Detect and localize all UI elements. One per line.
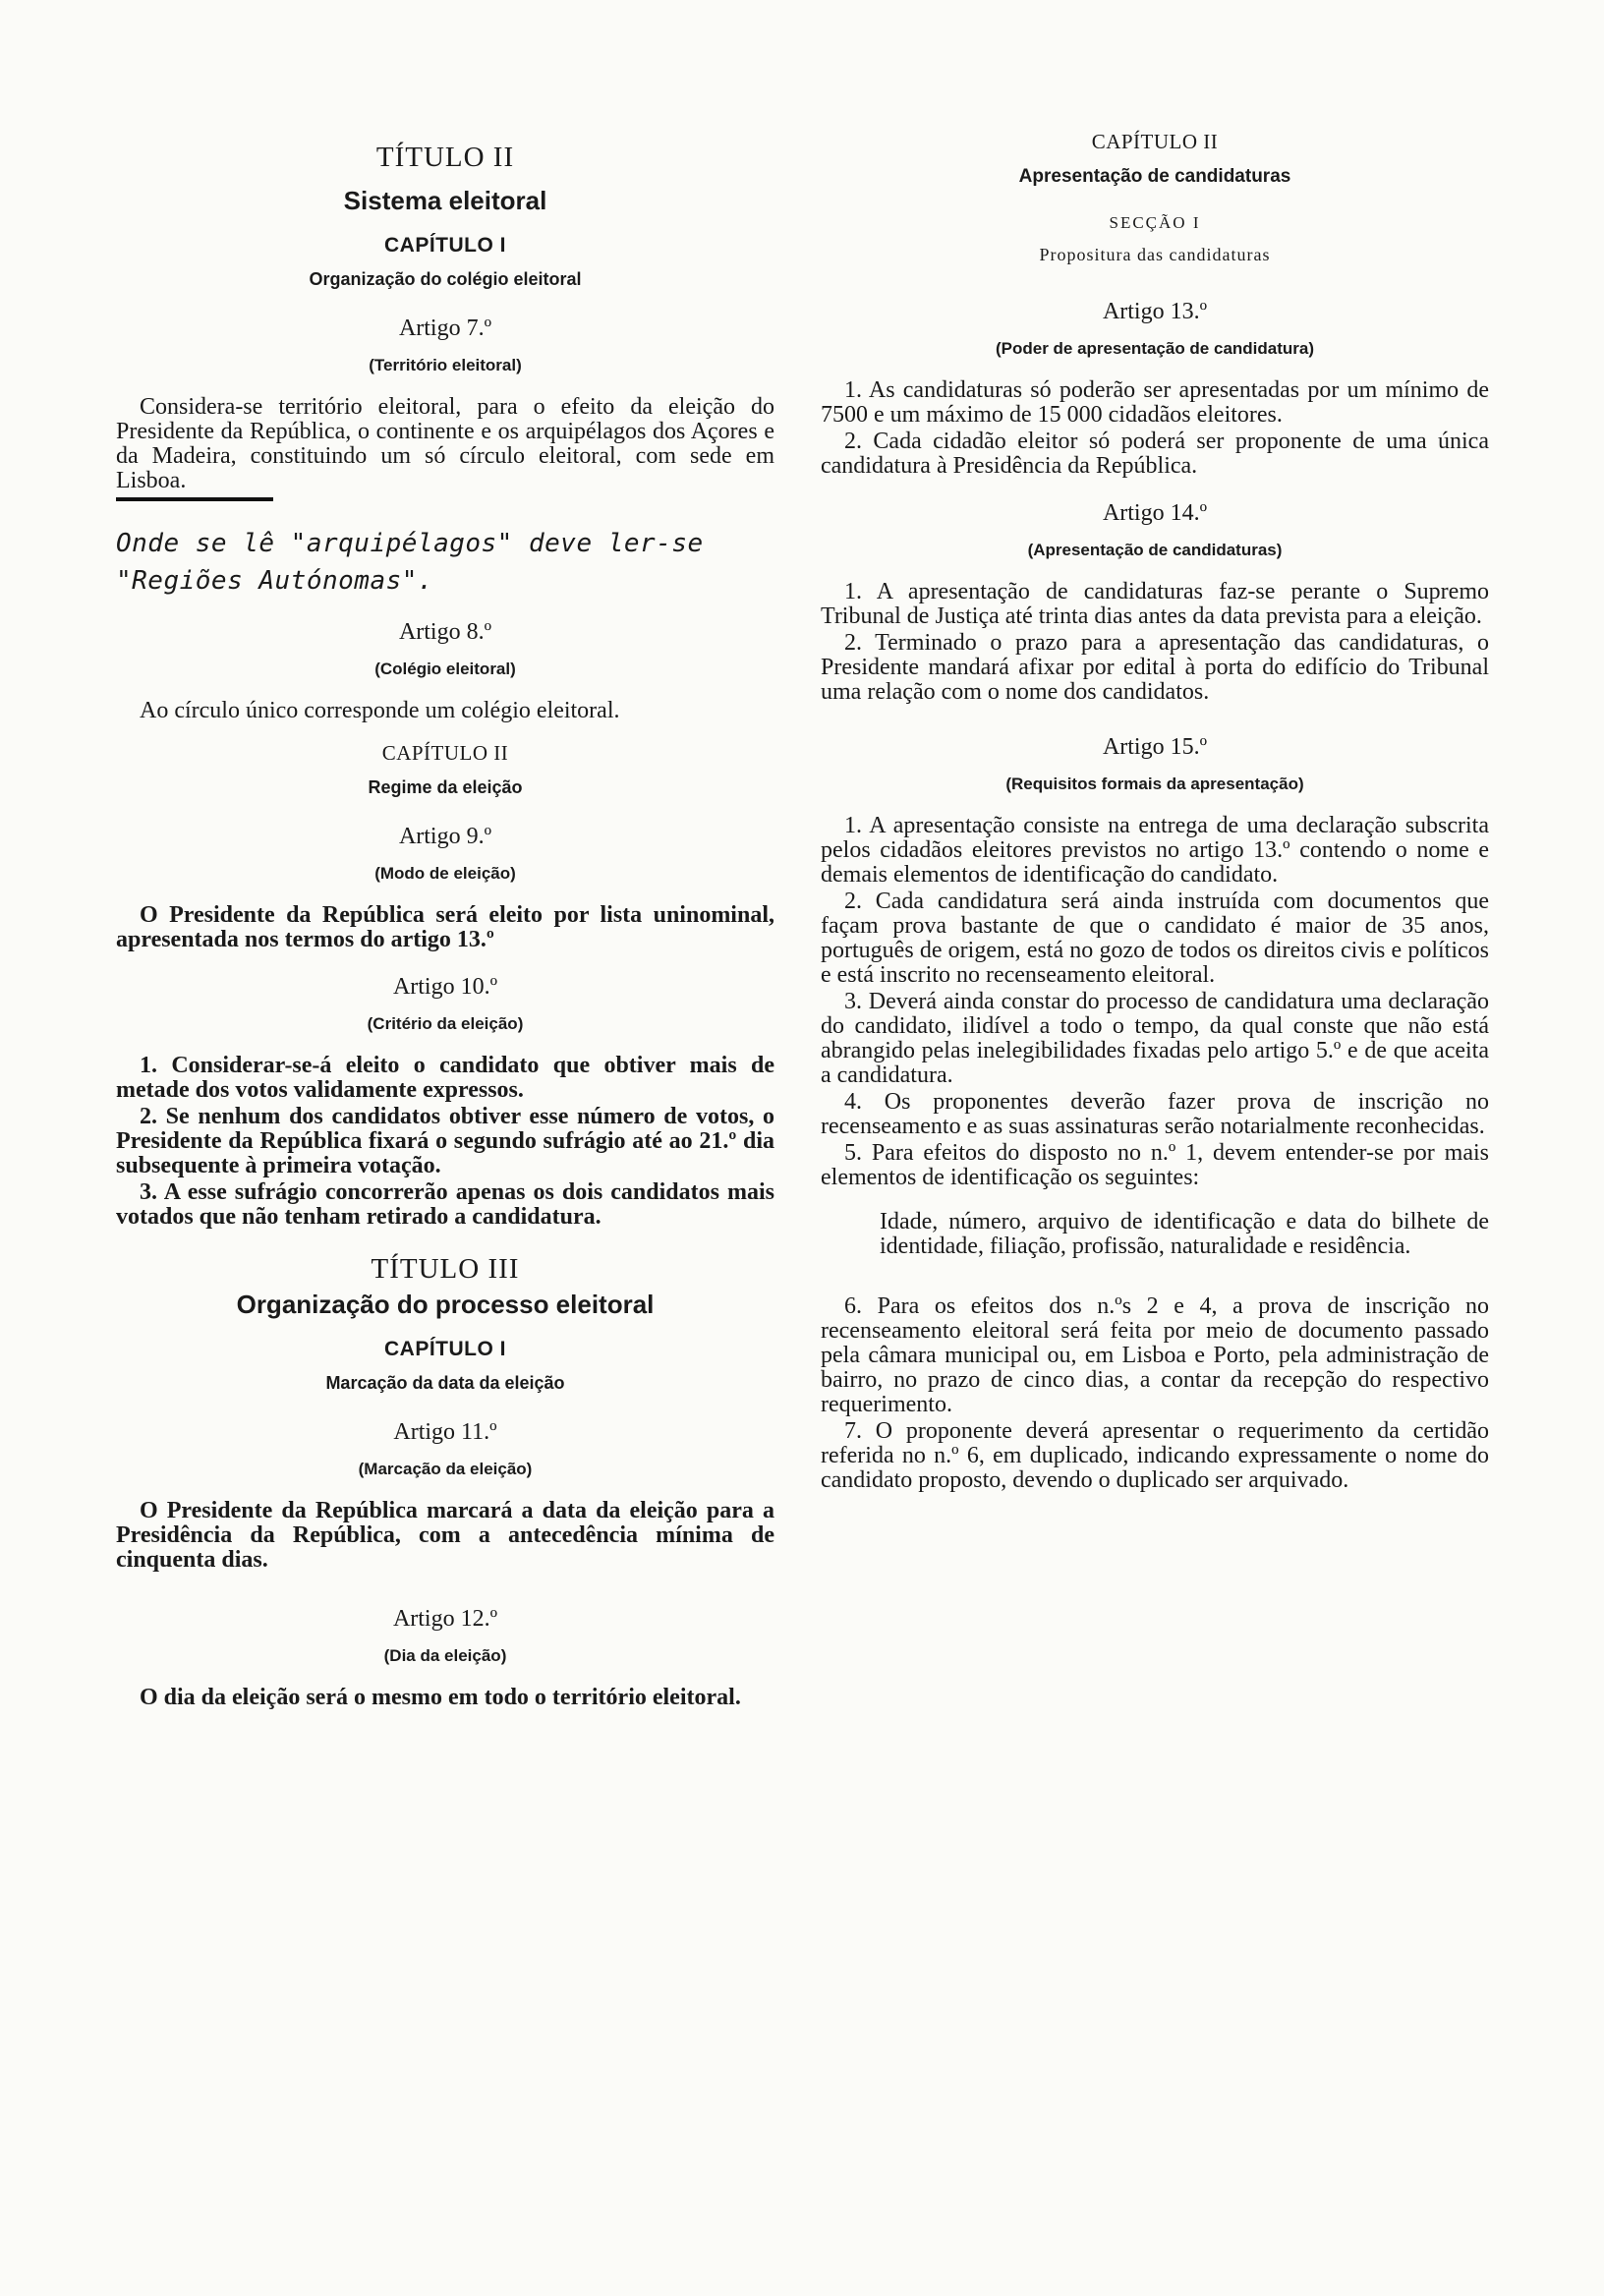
article-14-paragraph-1: 1. A apresentação de candidaturas faz-se perante o Supremo Tribunal de Justiça até trinta dias antes da data prevista para a eleição.: [821, 579, 1489, 629]
article-15-heading: (Requisitos formais da apresentação): [1005, 775, 1304, 793]
article-8-title: Artigo 8.º: [398, 619, 492, 645]
article-8-heading: (Colégio eleitoral): [374, 660, 516, 678]
article-12-text: O dia da eleição será o mesmo em todo o território eleitoral.: [140, 1685, 741, 1710]
article-15-paragraph-1: 1. A apresentação consiste na entrega de uma declaração subscrita pelos cidadãos eleitores previstos no artigo 13.º contendo o nome e demais elementos de identificação do candidato.: [821, 813, 1489, 888]
article-11-text: O Presidente da República marcará a data da eleição para a Presidência da República, com a antecedência mínima de cinquenta dias.: [116, 1498, 774, 1573]
right-column: [821, 126, 1489, 1495]
chapter-i: CAPÍTULO I: [384, 234, 506, 257]
article-13-paragraph-1: 1. As candidaturas só poderão ser apresentadas por um mínimo de 7500 e um máximo de 15 000 cidadãos eleitores.: [821, 377, 1489, 428]
article-15-paragraph-5: 5. Para efeitos do disposto no n.º 1, devem entender-se por mais elementos de identificação os seguintes:: [821, 1140, 1489, 1190]
handwritten-correction-line-1: Onde se lê "arquipélagos" deve ler-se: [116, 529, 704, 558]
chapter-i-title-iii: CAPÍTULO I: [384, 1338, 506, 1360]
article-11-heading: (Marcação da eleição): [358, 1460, 533, 1478]
article-10-paragraph-3: 3. A esse sufrágio concorrerão apenas os dois candidatos mais votados que não tenham retirado a candidatura.: [116, 1179, 774, 1230]
article-11-title: Artigo 11.º: [393, 1419, 497, 1445]
article-15-identification-list: Idade, número, arquivo de identificação e data do bilhete de identidade, filiação, profissão, naturalidade e residência.: [880, 1209, 1489, 1259]
chapter-ii-right-subtitle: Apresentação de candidaturas: [1018, 166, 1291, 187]
article-10-paragraph-1: 1. Considerar-se-á eleito o candidato que obtiver mais de metade dos votos validamente expressos.: [116, 1053, 774, 1103]
section-i-subtitle: Propositura das candidaturas: [1039, 245, 1271, 264]
handwritten-correction-line-2: "Regiões Autónomas".: [116, 566, 434, 596]
title-ii: TÍTULO II: [375, 142, 515, 173]
article-10-title: Artigo 10.º: [392, 974, 498, 1000]
chapter-i-subtitle: Organização do colégio eleitoral: [309, 269, 582, 289]
separator-rule: [116, 497, 273, 501]
article-10-paragraph-2: 2. Se nenhum dos candidatos obtiver esse número de votos, o Presidente da República fixará o segundo sufrágio até ao 21.º dia subsequente à primeira votação.: [116, 1104, 774, 1178]
article-14-title: Artigo 14.º: [1102, 500, 1208, 526]
article-7-title: Artigo 7.º: [398, 316, 492, 341]
chapter-ii-right: CAPÍTULO II: [1091, 130, 1219, 153]
article-12-heading: (Dia da eleição): [383, 1646, 507, 1665]
article-15-paragraph-7: 7. O proponente deverá apresentar o requerimento da certidão referida no n.º 6, em duplicado, indicando expressamente o nome do candidato proposto, devendo o duplicado ser arquivado.: [821, 1418, 1489, 1493]
article-13-heading: (Poder de apresentação de candidatura): [995, 339, 1315, 358]
chapter-ii-left: CAPÍTULO II: [381, 741, 509, 765]
article-14-heading: (Apresentação de candidaturas): [1027, 541, 1283, 559]
section-i: SECÇÃO I: [1109, 213, 1201, 232]
article-13-paragraph-2: 2. Cada cidadão eleitor só poderá ser proponente de uma única candidatura à Presidência da República.: [821, 429, 1489, 479]
chapter-ii-left-subtitle: Regime da eleição: [368, 777, 523, 797]
left-column: [116, 118, 774, 1712]
article-15-paragraph-4: 4. Os proponentes deverão fazer prova de inscrição no recenseamento e as suas assinaturas serão notarialmente reconhecidas.: [821, 1089, 1489, 1139]
article-10-heading: (Critério da eleição): [367, 1014, 524, 1033]
article-15-paragraph-2: 2. Cada candidatura será ainda instruída com documentos que façam prova bastante de que o candidato é maior de 35 anos, português de origem, está no gozo de todos os direitos civis e políticos e está inscrito no recenseamento eleitoral.: [821, 889, 1489, 988]
article-9-heading: (Modo de eleição): [374, 864, 516, 883]
article-15-title: Artigo 15.º: [1102, 734, 1208, 760]
article-9-text: O Presidente da República será eleito por lista uninominal, apresentada nos termos do artigo 13.º: [116, 902, 774, 952]
article-15-paragraph-6: 6. Para os efeitos dos n.ºs 2 e 4, a prova de inscrição no recenseamento eleitoral será feita por meio de documento passado pela câmara municipal ou, em Lisboa e Porto, pela administração de bairro, no prazo de cinco dias, a contar da recepção do respectivo requerimento.: [821, 1293, 1489, 1417]
article-14-paragraph-2: 2. Terminado o prazo para a apresentação das candidaturas, o Presidente mandará afixar por edital à porta do edifício do Tribunal uma relação com o nome dos candidatos.: [821, 630, 1489, 705]
article-13-title: Artigo 13.º: [1102, 299, 1208, 324]
article-12-title: Artigo 12.º: [392, 1606, 498, 1632]
article-9-title: Artigo 9.º: [398, 824, 492, 849]
title-iii-subtitle: Organização do processo eleitoral: [236, 1290, 655, 1319]
title-iii: TÍTULO III: [371, 1253, 520, 1285]
article-7-text: Considera-se território eleitoral, para o efeito da eleição do Presidente da República, o continente e os arquipélagos dos Açores e da Madeira, constituindo um só círculo eleitoral, com sede em Lisboa.: [116, 394, 774, 493]
article-7-heading: (Território eleitoral): [369, 356, 522, 374]
article-15-paragraph-3: 3. Deverá ainda constar do processo de candidatura uma declaração do candidato, ilidível a todo o tempo, da qual conste que não está abrangido pelas inelegibilidades fixadas pelo artigo 5.º e de que aceita a candidatura.: [821, 989, 1489, 1088]
article-8-text: Ao círculo único corresponde um colégio eleitoral.: [140, 698, 620, 723]
title-ii-subtitle: Sistema eleitoral: [343, 186, 547, 215]
chapter-i-title-iii-subtitle: Marcação da data da eleição: [325, 1373, 565, 1393]
